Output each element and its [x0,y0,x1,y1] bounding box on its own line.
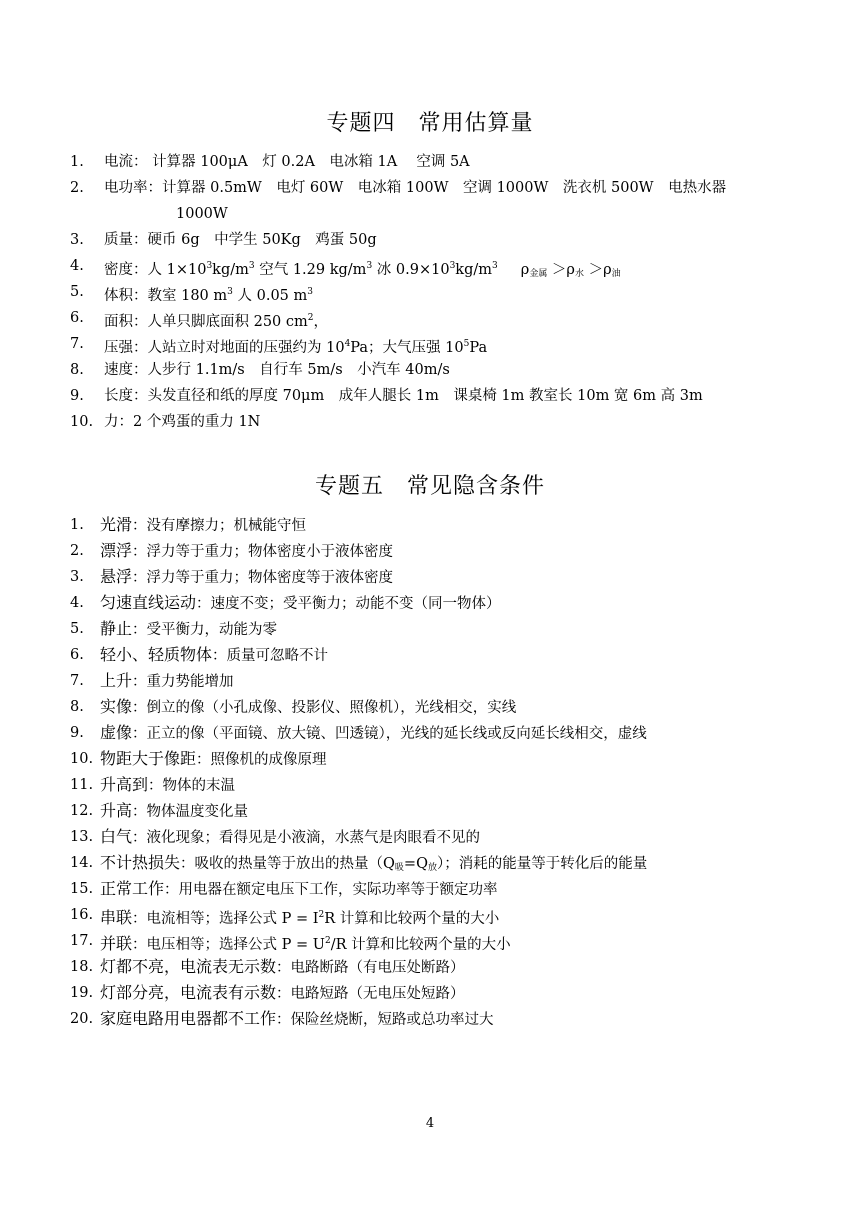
item-number: 12. [70,803,94,819]
item-number: 2. [70,180,84,196]
keyword: 灯部分亮，电流表有示数 [100,983,277,1002]
item-text [100,694,516,721]
text-part: kg/m [212,262,249,278]
section-title-estimates: 专题四 常用估算量 [326,111,534,136]
text-part: ：浮力等于重力；物体密度小于液体密度 [132,544,394,560]
list-item [70,564,830,590]
item-number: 2. [70,543,84,559]
keyword: 轻小、轻质物体 [100,645,213,664]
list-item [70,772,830,798]
item-text [100,720,647,747]
text-part: 密度：人 1×10 [104,262,207,278]
item-number: 9. [70,725,84,741]
item-text [100,824,480,851]
list-item [70,902,830,928]
list-item [70,876,830,902]
rho-symbol: ρ [520,262,530,278]
list-item [70,305,830,331]
list-item [70,616,830,642]
keyword: 物距大于像距 [100,749,197,768]
item-number: 7. [70,673,84,689]
list-item [70,357,830,383]
item-number: 6. [70,310,84,326]
text-part: ：电路断路（有电压处断路） [276,960,465,976]
item-number: 1. [70,154,84,170]
page-number: 4 [425,1116,435,1131]
item-number: 1. [70,517,84,533]
list-item [70,409,830,435]
superscript: 3 [248,261,255,271]
keyword: 悬浮 [100,567,133,586]
text-part: ＞ρ [547,262,575,278]
item-number: 11. [70,777,94,793]
list-item [70,850,830,876]
item-text [100,538,393,565]
subscript: 油 [611,269,621,279]
section-title-hidden-conditions: 专题五 常见隐含条件 [314,474,545,499]
text-part: ：受平衡力，动能为零 [132,622,278,638]
item-text [100,798,248,825]
superscript: 4 [344,339,351,349]
item-number: 4. [70,595,84,611]
text-part: ＞ρ [583,262,612,278]
list-item [70,590,830,616]
item-number: 10. [70,751,94,767]
item-number: 5. [70,284,84,300]
item-text [100,1006,494,1033]
text-part: 空气 1.29 kg/m [254,262,367,278]
item-number: 13. [70,829,94,845]
list-item [70,279,830,305]
item-number: 14. [70,855,94,871]
item-text [100,980,465,1007]
superscript: 5 [463,339,470,349]
text-part: ：浮力等于重力；物体密度等于液体密度 [132,570,394,586]
list-item [70,512,830,538]
superscript: 3 [227,287,233,297]
text-part: =Q [403,856,428,872]
text-part: ：吸收的热量等于放出的热量（Q [180,856,395,872]
keyword: 白气 [100,827,133,846]
list-item [70,253,830,279]
list-item [70,798,830,824]
text-part: ：保险丝烧断，短路或总功率过大 [276,1012,494,1028]
list-item [70,720,830,746]
item-number: 3. [70,569,84,585]
list-item [70,746,830,772]
item-number: 9. [70,388,84,404]
keyword: 漂浮 [100,541,133,560]
item-text [100,642,328,669]
keyword: 不计热损失 [100,853,181,872]
list-item [70,668,830,694]
text-part: 人 0.05 m [232,288,308,304]
keyword: 并联 [100,934,133,953]
text-part: ：重力势能增加 [132,674,234,690]
text-part: ：照像机的成像原理 [196,752,327,768]
text-part: 面积：人单只脚底面积 250 cm [104,314,308,330]
list-item [70,980,830,1006]
text-part: Pa [469,340,488,356]
list-item [70,227,830,253]
text-part: R 计算和比较两个量的大小 [324,911,500,927]
keyword: 正常工作 [100,879,165,898]
text-part: ：没有摩擦力；机械能守恒 [132,518,307,534]
item-text [100,564,393,591]
list-item [70,331,830,357]
item-text: 质量：硬币 6g 中学生 50Kg 鸡蛋 50g [104,232,377,248]
list-item [70,149,830,175]
superscript: 3 [366,261,373,271]
text-part: ：电路短路（无电压处短路） [276,986,465,1002]
item-number: 17. [70,933,94,949]
keyword: 升高到 [100,775,149,794]
item-text: 电流： 计算器 100μA 灯 0.2A 电冰箱 1A 空调 5A [104,154,470,170]
keyword: 灯都不亮，电流表无示数 [100,957,277,976]
item-number: 10. [70,414,94,430]
superscript: 2 [318,910,325,920]
item-text: 长度：头发直径和纸的厚度 70μm 成年人腿长 1m 课桌椅 1m 教室长 10m 宽 6m 高 3m [104,388,703,404]
keyword: 光滑 [100,515,133,534]
item-number: 4. [70,258,84,274]
text-part: ， [313,314,328,330]
list-item [70,928,830,954]
item-text [100,954,465,981]
text-part: ：物体的末温 [148,778,236,794]
item-text [100,668,234,695]
superscript: 2 [307,313,314,323]
text-part: ：液化现象；看得见是小液滴，水蒸气是肉眼看不见的 [132,830,481,846]
superscript: 3 [449,261,456,271]
item-number: 16. [70,907,94,923]
text-part: ：质量可忽略不计 [212,648,329,664]
item-text [100,876,498,903]
item-line-1: 电功率：计算器 0.5mW 电灯 60W 电冰箱 100W 空调 1000W 洗衣机 500W 电热水器 [104,180,727,196]
item-number: 15. [70,881,94,897]
list-item [70,642,830,668]
list-item [70,694,830,720]
keyword: 虚像 [100,723,133,742]
item-number: 8. [70,699,84,715]
text-part: kg/m [455,262,492,278]
item-number: 6. [70,647,84,663]
item-number: 5. [70,621,84,637]
subscript: 水 [574,269,584,279]
text-part: 冰 0.9×10 [372,262,450,278]
keyword: 上升 [100,671,133,690]
list-item [70,383,830,409]
item-number: 8. [70,362,84,378]
list-item [70,824,830,850]
text-part: ：正立的像（平面镜、放大镜、凹透镜），光线的延长线或反向延长线相交，虚线 [132,726,647,742]
keyword: 实像 [100,697,133,716]
list-item [70,1006,830,1032]
keyword: 匀速直线运动 [100,593,197,612]
item-text: 力：2 个鸡蛋的重力 1N [104,414,261,430]
keyword: 串联 [100,908,133,927]
text-part: ：用电器在额定电压下工作，实际功率等于额定功率 [164,882,498,898]
subscript: 放 [427,863,437,873]
text-part: /R 计算和比较两个量的大小 [330,937,511,953]
keyword: 升高 [100,801,133,820]
item-text [100,772,235,799]
item-text [104,175,726,227]
keyword: 家庭电路用电器都不工作 [100,1009,277,1028]
item-number: 19. [70,985,94,1001]
item-number: 20. [70,1011,94,1027]
estimates-list [70,149,830,435]
text-part: ：电流相等；选择公式 P = I [132,911,319,927]
list-item [70,538,830,564]
text-part: ：物体温度变化量 [132,804,249,820]
item-number: 3. [70,232,84,248]
text-part: ：电压相等；选择公式 P = U [132,937,325,953]
item-number: 18. [70,959,94,975]
item-text [100,590,501,617]
item-text [100,616,277,643]
list-item [70,954,830,980]
subscript: 金属 [529,269,548,279]
text-part: ）；消耗的能量等于转化后的能量 [436,856,648,872]
item-text [100,512,306,539]
list-item [70,175,830,227]
superscript: 3 [492,261,498,271]
text-part: ：倒立的像（小孔成像、投影仪、照像机），光线相交，实线 [132,700,517,716]
item-number: 7. [70,336,84,352]
subscript: 吸 [394,863,404,873]
item-text: 速度：人步行 1.1m/s 自行车 5m/s 小汽车 40m/s [104,362,450,378]
item-text [100,746,327,773]
keyword: 静止 [100,619,133,638]
text-part: Pa；大气压强 10 [350,340,464,356]
superscript: 3 [307,287,313,297]
text-part: 压强：人站立时对地面的压强约为 10 [104,340,345,356]
hidden-conditions-list [70,512,830,1032]
text-part: ：速度不变；受平衡力；动能不变（同一物体） [196,596,501,612]
superscript: 3 [206,261,213,271]
text-part: 体积：教室 180 m [104,288,228,304]
superscript: 2 [324,936,331,946]
item-line-2: 1000W [176,206,228,222]
